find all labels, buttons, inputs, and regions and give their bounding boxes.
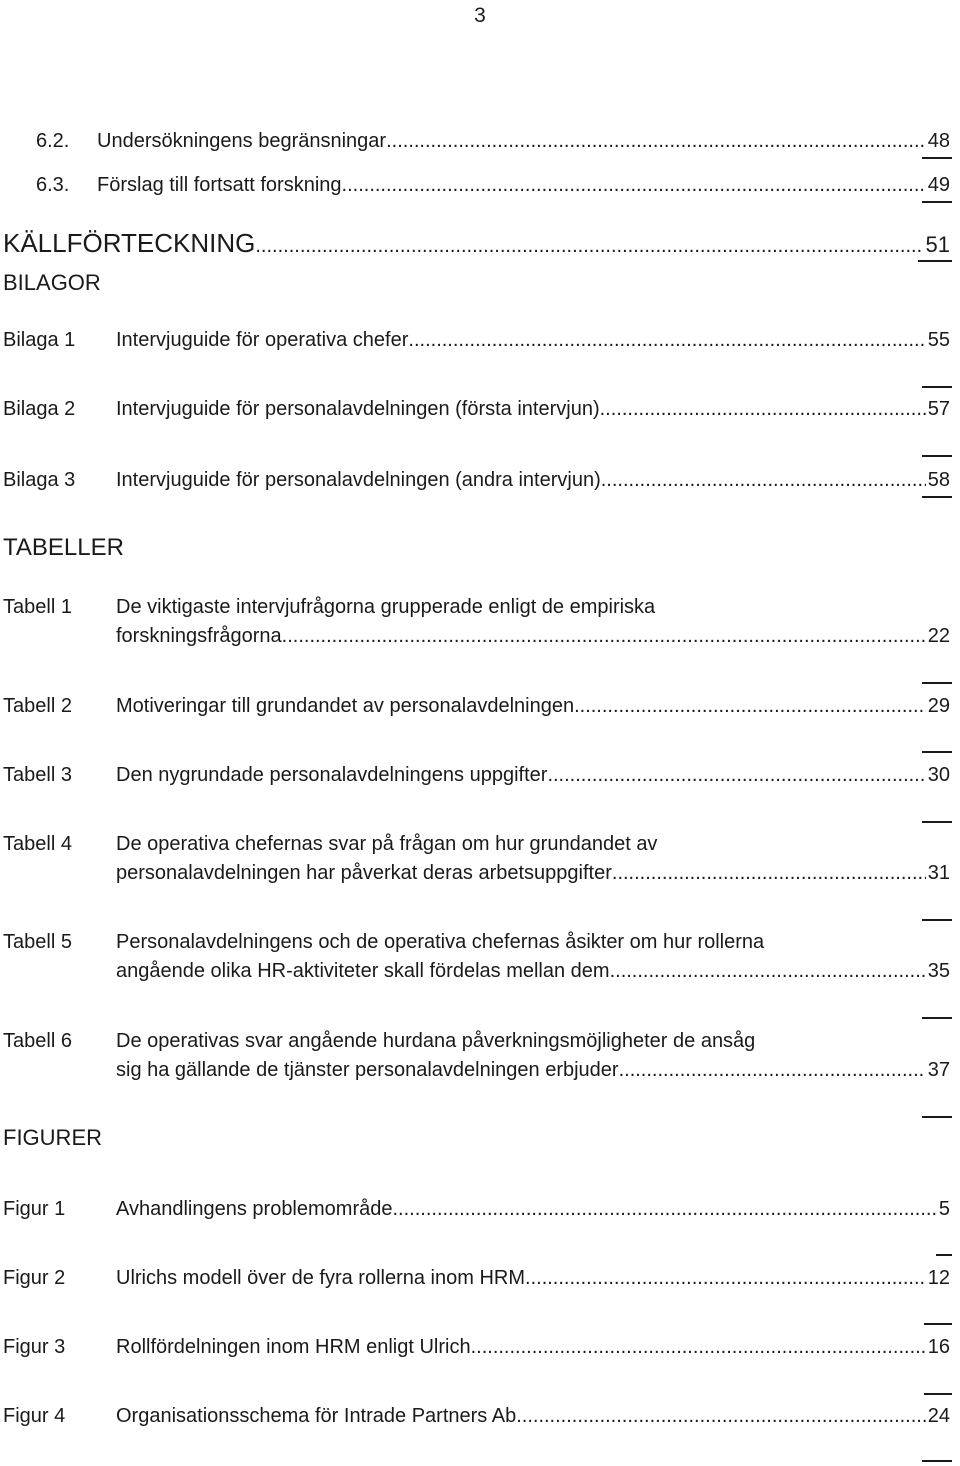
dot-leader [516, 1402, 926, 1430]
dot-leader [610, 957, 926, 985]
page-underline [922, 157, 952, 159]
entry-label: Tabell 5 [3, 931, 72, 953]
dot-leader [547, 761, 925, 789]
heading-figurer: FIGURER [3, 1125, 102, 1150]
page-ref: 5 [938, 1198, 950, 1220]
entry-title: angående olika HR-aktiviteter skall fördelas mellan dem [116, 960, 610, 982]
dot-leader [600, 395, 926, 423]
dot-leader [392, 1195, 936, 1223]
page-ref: 24 [927, 1405, 950, 1427]
entry-title: Den nygrundade personalavdelningens uppgifter [116, 764, 548, 786]
page-number: 3 [474, 4, 486, 27]
page-ref: 22 [927, 625, 950, 647]
page-underline [924, 1393, 952, 1395]
entry-label: Figur 3 [3, 1336, 66, 1358]
page-underline [922, 919, 952, 921]
page-underline [924, 1323, 952, 1325]
toc-entry-figur-3 [0, 1333, 960, 1363]
entry-title: Undersökningens begränsningar [97, 130, 387, 152]
toc-entry-tabell-6 [0, 1027, 960, 1057]
dot-leader [342, 171, 926, 199]
entry-title: Motiveringar till grundandet av personalavdelningen [116, 695, 575, 717]
dot-leader [471, 1333, 926, 1361]
entry-title: forskningsfrågorna [116, 625, 282, 647]
toc-entry-tabell-5 [0, 928, 960, 958]
heading-tabeller: TABELLER [3, 534, 124, 561]
dot-leader [386, 127, 926, 155]
toc-entry-kallforteckning [0, 226, 960, 260]
page-ref: 51 [925, 232, 950, 257]
toc-entry-figur-4 [0, 1402, 960, 1432]
section-number: 6.2. [36, 130, 70, 152]
entry-title: KÄLLFÖRTECKNING [3, 228, 256, 258]
page-ref: 48 [927, 130, 950, 152]
entry-label: Bilaga 1 [3, 329, 76, 351]
dot-leader [574, 692, 926, 720]
toc-entry-tabell-1-cont [0, 622, 960, 652]
page-underline [922, 821, 952, 823]
dot-leader [531, 1264, 926, 1292]
page-underline [922, 1460, 952, 1462]
toc-entry-bilaga-3 [0, 466, 960, 496]
entry-label: Tabell 3 [3, 764, 72, 786]
page-ref: 16 [927, 1336, 950, 1358]
entry-title: Organisationsschema för Intrade Partners Ab [116, 1405, 517, 1427]
page-ref: 58 [927, 469, 950, 491]
toc-entry-figur-1 [0, 1195, 960, 1225]
page-underline [922, 496, 952, 498]
dot-leader [282, 622, 926, 650]
entry-label: Figur 4 [3, 1405, 66, 1427]
entry-title: personalavdelningen har påverkat deras arbetsuppgifter [116, 862, 612, 884]
entry-title: sig ha gällande de tjänster personalavdelningen erbjuder [116, 1059, 619, 1081]
entry-title-line-1: De operativas svar angående hurdana påverkningsmöjligheter de ansåg [116, 1030, 756, 1052]
page-ref: 30 [927, 764, 950, 786]
toc-entry-tabell-6-cont [0, 1056, 960, 1086]
entry-title-line-1: De viktigaste intervjufrågorna grupperade enligt de empiriska [116, 596, 656, 618]
entry-title: Avhandlingens problemområde [116, 1198, 393, 1220]
page-underline [922, 1116, 952, 1118]
toc-entry-tabell-3 [0, 761, 960, 791]
page-ref: 12 [927, 1267, 950, 1289]
entry-title: Intervjuguide för personalavdelningen (andra intervjun) [116, 469, 601, 491]
entry-label: Tabell 1 [3, 596, 72, 618]
page-underline [918, 260, 952, 262]
dot-leader [255, 229, 923, 263]
page-underline [922, 386, 952, 388]
entry-label: Figur 1 [3, 1198, 66, 1220]
entry-label: Bilaga 3 [3, 469, 76, 491]
entry-label: Tabell 4 [3, 833, 72, 855]
entry-label: Figur 2 [3, 1267, 66, 1289]
toc-entry-tabell-5-cont [0, 957, 960, 987]
page-underline [922, 201, 952, 203]
entry-title-line-1: Personalavdelningens och de operativa chefernas åsikter om hur rollerna [116, 931, 765, 953]
entry-title: Förslag till fortsatt forskning [97, 174, 342, 196]
section-number: 6.3. [36, 174, 70, 196]
page-ref: 31 [927, 862, 950, 884]
toc-entry-6-3 [0, 171, 960, 201]
page-ref: 29 [927, 695, 950, 717]
toc-entry-bilaga-2 [0, 395, 960, 425]
page-underline [922, 455, 952, 457]
entry-label: Tabell 2 [3, 695, 72, 717]
dot-leader [612, 859, 926, 887]
page-underline [936, 1254, 952, 1256]
entry-label: Tabell 6 [3, 1030, 72, 1052]
page-ref: 49 [927, 174, 950, 196]
page-ref: 57 [927, 398, 950, 420]
entry-title-line-1: De operativa chefernas svar på frågan om hur grundandet av [116, 833, 658, 855]
toc-entry-bilaga-1 [0, 326, 960, 356]
page-underline [922, 1017, 952, 1019]
page-ref: 35 [927, 960, 950, 982]
page-ref: 55 [927, 329, 950, 351]
toc-entry-tabell-4-cont [0, 859, 960, 889]
heading-bilagor: BILAGOR [3, 270, 101, 295]
entry-title: Rollfördelningen inom HRM enligt Ulrich [116, 1336, 471, 1358]
entry-label: Bilaga 2 [3, 398, 76, 420]
dot-leader [619, 1056, 926, 1084]
entry-title: Intervjuguide för personalavdelningen (första intervjun) [116, 398, 600, 420]
page-ref: 37 [927, 1059, 950, 1081]
dot-leader [601, 466, 926, 494]
entry-title: Intervjuguide för operativa chefer [116, 329, 409, 351]
toc-entry-tabell-2 [0, 692, 960, 722]
toc-entry-tabell-4 [0, 830, 960, 860]
page-underline [922, 682, 952, 684]
toc-entry-figur-2 [0, 1264, 960, 1294]
toc-entry-tabell-1 [0, 593, 960, 623]
entry-title: Ulrichs modell över de fyra rollerna inom HRM. [116, 1267, 531, 1289]
dot-leader [408, 326, 925, 354]
page-underline [922, 751, 952, 753]
toc-entry-6-2 [0, 127, 960, 157]
